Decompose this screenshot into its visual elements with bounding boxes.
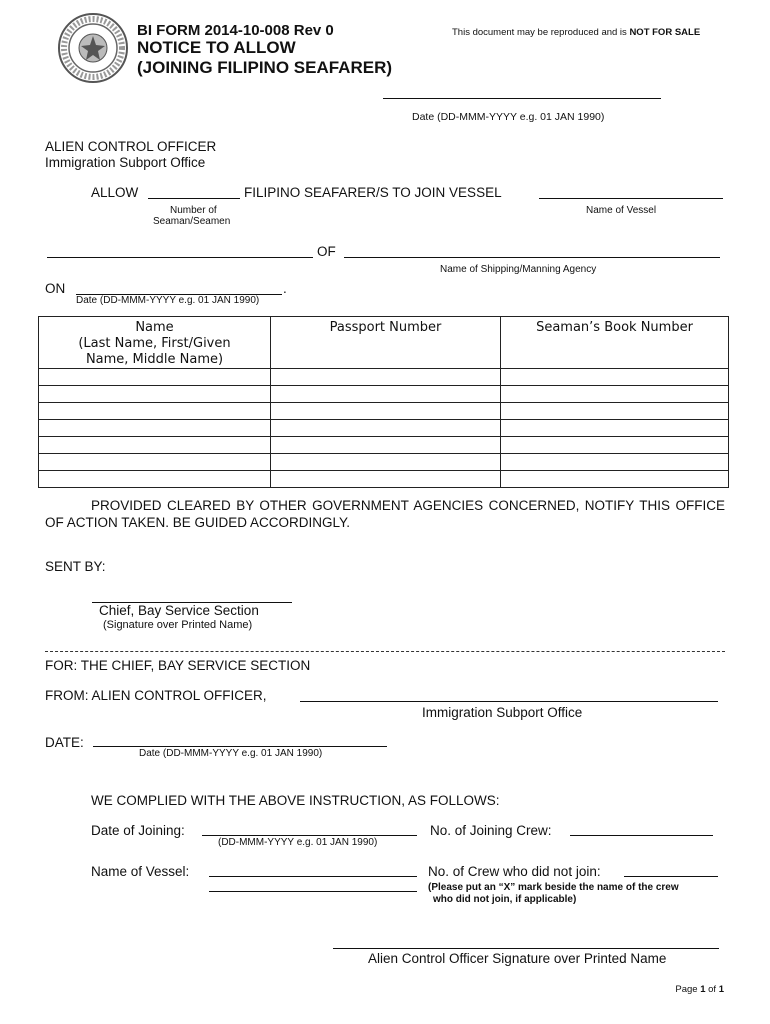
seamans-book-cell[interactable] [501, 471, 729, 488]
sent-by-label: SENT BY: [45, 559, 106, 574]
seamans-book-cell[interactable] [501, 420, 729, 437]
number-caption-1: Number of [170, 205, 217, 216]
reply-vessel-label: Name of Vessel: [91, 864, 190, 879]
of-label: OF [317, 244, 336, 259]
joining-crew-field[interactable] [570, 835, 713, 836]
reproduction-disclaimer [452, 27, 700, 38]
page-total: 1 [718, 984, 724, 995]
on-label: ON [45, 281, 66, 296]
date-of-joining-field[interactable] [202, 835, 417, 836]
reply-date-label: DATE: [45, 735, 84, 750]
name-cell[interactable] [39, 386, 271, 403]
date-caption: Date (DD-MMM-YYYY e.g. 01 JAN 1990) [412, 111, 605, 123]
form-title-line2: (JOINING FILIPINO SEAFARER) [137, 58, 393, 77]
from-officer-field[interactable] [300, 701, 718, 702]
name-cell[interactable] [39, 369, 271, 386]
number-of-seamen-field[interactable] [148, 198, 240, 199]
number-caption-2: Seaman/Seamen [153, 216, 231, 227]
table-row [39, 420, 729, 437]
table-row [39, 386, 729, 403]
page-current: 1 [700, 984, 706, 995]
seamans-book-cell[interactable] [501, 403, 729, 420]
form-title-line1: NOTICE TO ALLOW [137, 38, 296, 57]
name-cell[interactable] [39, 454, 271, 471]
reply-date-field[interactable] [93, 746, 387, 747]
table-row [39, 471, 729, 488]
agency-caption: Name of Shipping/Manning Agency [440, 264, 597, 275]
for-line: FOR: THE CHIEF, BAY SERVICE SECTION [45, 658, 311, 673]
passport-cell[interactable] [271, 437, 501, 454]
officer-signature-line[interactable] [333, 948, 719, 949]
passport-cell[interactable] [271, 386, 501, 403]
seamans-book-cell[interactable] [501, 437, 729, 454]
passport-cell[interactable] [271, 471, 501, 488]
passport-cell[interactable] [271, 403, 501, 420]
not-join-note-line1: (Please put an “X” mark beside the name of the crew [428, 882, 679, 893]
shipping-agency-field[interactable] [344, 257, 720, 258]
not-join-label: No. of Crew who did not join: [428, 864, 601, 879]
page-prefix: Page [675, 984, 698, 995]
vessel-caption: Name of Vessel [586, 205, 657, 216]
sent-by-signer-caption: (Signature over Printed Name) [103, 619, 253, 631]
name-header-text: Name (Last Name, First/Given Name, Middle Name) [78, 320, 231, 367]
seamans-book-cell[interactable] [501, 369, 729, 386]
name-cell[interactable] [39, 420, 271, 437]
addressee-line2: Immigration Subport Office [45, 155, 206, 170]
page-of: of [708, 984, 717, 995]
passport-cell[interactable] [271, 420, 501, 437]
instruction-paragraph: PROVIDED CLEARED BY OTHER GOVERNMENT AGENCIES CONCERNED, NOTIFY THIS OFFICE OF ACTION TAKEN. BE GUIDED ACCORDINGLY. [45, 498, 725, 530]
reply-vessel-field[interactable] [209, 876, 417, 877]
date-of-joining-label: Date of Joining: [91, 823, 185, 838]
name-cell[interactable] [39, 437, 271, 454]
vessel-name-field[interactable] [539, 198, 723, 199]
name-cell[interactable] [39, 403, 271, 420]
bureau-seal-logo [57, 12, 129, 84]
disclaimer-text: This document may be reproduced and is [452, 27, 627, 38]
crew-table [38, 316, 729, 488]
joining-crew-label: No. of Joining Crew: [430, 823, 552, 838]
of-left-field[interactable] [47, 257, 313, 258]
table-row [39, 403, 729, 420]
table-row [39, 454, 729, 471]
not-for-sale-text: NOT FOR SALE [629, 27, 701, 38]
seamans-book-cell[interactable] [501, 386, 729, 403]
passport-cell[interactable] [271, 369, 501, 386]
table-row [39, 369, 729, 386]
form-code: BI FORM 2014-10-008 Rev 0 [137, 22, 334, 39]
allow-middle-text: FILIPINO SEAFARER/S TO JOIN VESSEL [244, 185, 502, 200]
allow-label: ALLOW [91, 185, 139, 200]
crew-table-header-row [39, 317, 729, 369]
seamans-book-column-header: Seaman’s Book Number [501, 317, 729, 369]
reply-vessel-field-2[interactable] [209, 891, 417, 892]
sent-by-signer-title: Chief, Bay Service Section [99, 603, 259, 618]
from-label: FROM: ALIEN CONTROL OFFICER, [45, 688, 267, 703]
form-title [137, 38, 392, 78]
from-caption: Immigration Subport Office [422, 705, 583, 720]
page-number [675, 984, 724, 995]
complied-statement: WE COMPLIED WITH THE ABOVE INSTRUCTION, AS FOLLOWS: [91, 793, 500, 808]
name-cell[interactable] [39, 471, 271, 488]
seamans-book-cell[interactable] [501, 454, 729, 471]
reply-date-caption: Date (DD-MMM-YYYY e.g. 01 JAN 1990) [139, 748, 323, 759]
not-join-note-line2: who did not join, if applicable) [433, 894, 577, 905]
cut-line-divider [45, 651, 725, 652]
not-join-field[interactable] [624, 876, 718, 877]
passport-cell[interactable] [271, 454, 501, 471]
on-period: . [283, 281, 287, 296]
on-date-caption: Date (DD-MMM-YYYY e.g. 01 JAN 1990) [76, 295, 260, 306]
officer-signature-caption: Alien Control Officer Signature over Printed Name [368, 951, 667, 966]
addressee-line1: ALIEN CONTROL OFFICER [45, 139, 217, 154]
date-input-line[interactable] [383, 98, 661, 99]
passport-column-header: Passport Number [271, 317, 501, 369]
table-row [39, 437, 729, 454]
name-column-header [39, 317, 271, 369]
date-of-joining-caption: (DD-MMM-YYYY e.g. 01 JAN 1990) [218, 837, 378, 848]
